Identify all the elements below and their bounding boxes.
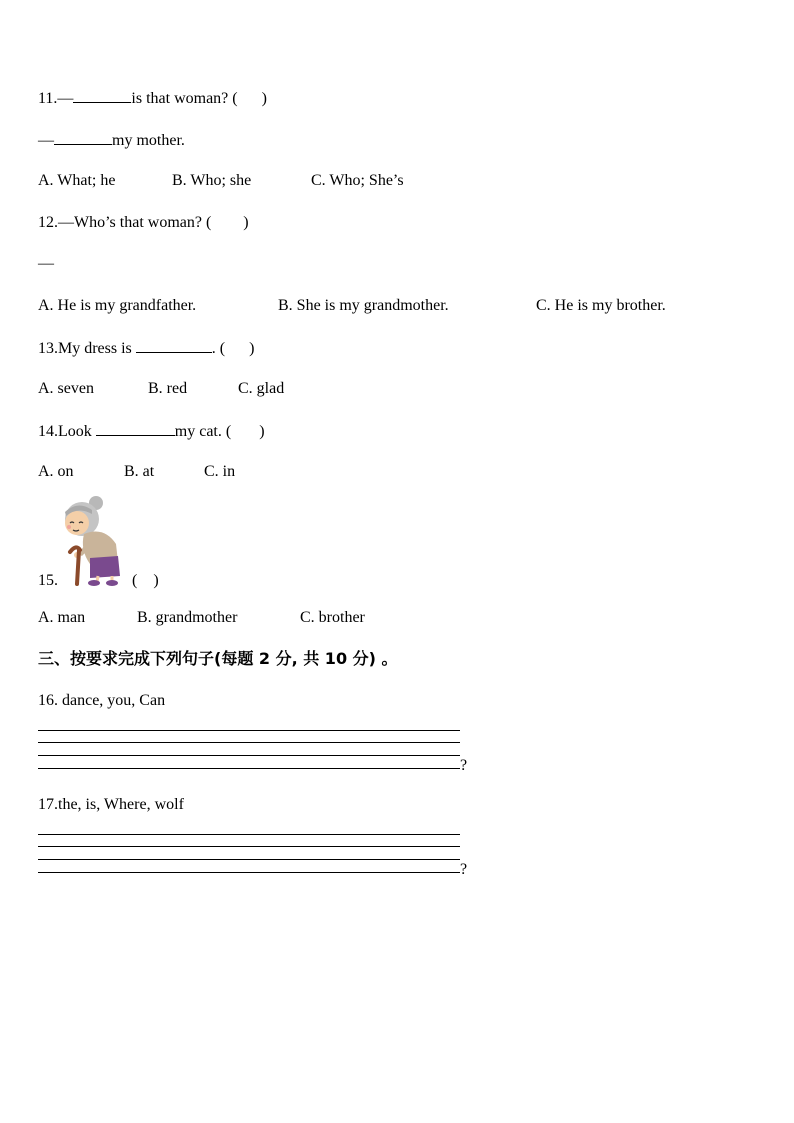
q16-answer-line[interactable]: [38, 768, 460, 769]
q17-question-mark: ?: [460, 861, 468, 878]
q14-blank[interactable]: [96, 421, 175, 436]
q17-answer-line[interactable]: [38, 846, 460, 847]
q12-answer-paren[interactable]: ): [243, 214, 249, 231]
q11-answer-paren[interactable]: ): [261, 90, 267, 107]
q16-prompt: 16. dance, you, Can: [38, 692, 166, 709]
section-3-heading: 三、按要求完成下列句子(每题 2 分, 共 10 分) 。: [38, 649, 398, 668]
q15-option-b[interactable]: B. grandmother: [137, 609, 238, 626]
q12-option-b[interactable]: B. She is my grandmother.: [278, 297, 449, 314]
q17-answer-line[interactable]: [38, 834, 460, 835]
q13-option-c[interactable]: C. glad: [238, 380, 285, 397]
q14-option-c[interactable]: C. in: [204, 463, 236, 480]
q11-blank-1[interactable]: [73, 88, 131, 103]
q11-option-a[interactable]: A. What; he: [38, 172, 116, 189]
q15-option-c[interactable]: C. brother: [300, 609, 365, 626]
q13-prompt: 13.My dress is . ( ): [38, 340, 255, 357]
q14-answer-paren[interactable]: ): [259, 423, 265, 440]
q11-prompt: 11.— is that woman? ( ): [38, 90, 267, 107]
q15-options: [38, 608, 365, 628]
q13-option-b[interactable]: B. red: [148, 380, 188, 397]
q12-option-a[interactable]: A. He is my grandfather.: [38, 297, 197, 314]
q15-number: 15.: [38, 572, 58, 589]
q16-answer-line[interactable]: [38, 755, 460, 756]
q17-answer-line[interactable]: [38, 872, 460, 873]
q13-blank[interactable]: [136, 338, 212, 353]
q14-option-a[interactable]: A. on: [38, 463, 74, 480]
q13-answer-paren[interactable]: ): [249, 340, 255, 357]
q13-option-a[interactable]: A. seven: [38, 380, 94, 397]
q11-reply: — my mother.: [38, 132, 185, 149]
q11-blank-2[interactable]: [54, 130, 112, 145]
q13-options: [38, 379, 285, 399]
q12-options: [38, 296, 666, 316]
q16-answer-line[interactable]: [38, 742, 460, 743]
q12-prompt: 12.—Who’s that woman? ( ): [38, 214, 249, 231]
q11-options: [38, 171, 404, 191]
q17-answer-line[interactable]: [38, 859, 460, 860]
q12-reply: —: [38, 255, 54, 272]
q11-option-b[interactable]: B. Who; she: [172, 172, 252, 189]
grandmother-with-cane-icon: [60, 492, 126, 593]
q11-option-c[interactable]: C. Who; She’s: [311, 172, 404, 189]
q14-prompt: 14.Look my cat. ( ): [38, 423, 265, 440]
q15-answer-paren[interactable]: ( ): [132, 572, 159, 589]
q12-option-c[interactable]: C. He is my brother.: [536, 297, 666, 314]
q14-option-b[interactable]: B. at: [124, 463, 155, 480]
q17-prompt: 17.the, is, Where, wolf: [38, 796, 184, 813]
q16-answer-line[interactable]: [38, 730, 460, 731]
q16-question-mark: ?: [460, 757, 468, 774]
q15-option-a[interactable]: A. man: [38, 609, 86, 626]
q14-options: [38, 462, 236, 482]
